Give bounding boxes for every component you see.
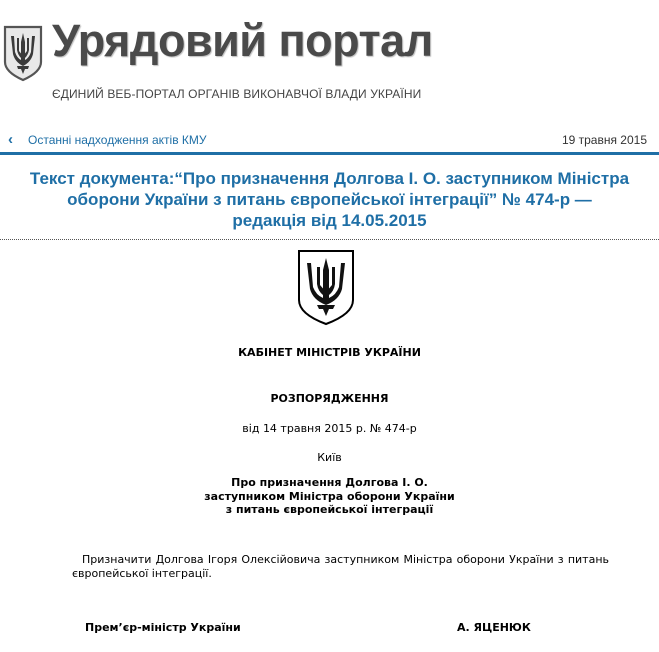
document-body-line: європейської інтеграції.	[72, 567, 212, 580]
document-subject: Про призначення Долгова І. О.	[231, 476, 428, 489]
page-title-line: редакція від 14.05.2015	[232, 211, 427, 230]
document-subject: з питань європейської інтеграції	[225, 503, 434, 516]
page-title-line: Текст документа:“Про призначення Долгова І. О. заступником Міністра	[29, 169, 630, 188]
document-body-line: Призначити Долгова Ігоря Олексійовича заступником Міністра оборони України з питань	[82, 553, 609, 566]
trident-icon[interactable]	[2, 24, 44, 82]
publication-date: 19 травня 2015	[561, 133, 647, 147]
site-title[interactable]: Урядовий портал	[52, 15, 433, 66]
document-subject: заступником Міністра оборони України	[204, 490, 455, 503]
page-title	[0, 168, 659, 231]
document-city: Київ	[317, 451, 342, 464]
page-title-line: оборони України з питань європейської інтеграції” № 474-р —	[67, 190, 592, 209]
signatory-name: А. ЯЦЕНЮК	[457, 621, 531, 634]
coat-of-arms-icon	[295, 248, 357, 326]
site-header	[0, 0, 659, 110]
document-date-number: від 14 травня 2015 р. № 474-р	[242, 422, 417, 435]
divider	[0, 239, 659, 240]
issuer-heading: КАБІНЕТ МІНІСТРІВ УКРАЇНИ	[238, 346, 421, 359]
document-type: РОЗПОРЯДЖЕННЯ	[270, 392, 389, 405]
document-body	[72, 553, 609, 581]
signatory-title: Прем’єр-міністр України	[85, 621, 241, 634]
breadcrumb-bar	[0, 128, 659, 155]
site-subtitle: ЄДИНИЙ ВЕБ-ПОРТАЛ ОРГАНІВ ВИКОНАВЧОЇ ВЛАДИ УКРАЇНИ	[52, 87, 422, 101]
chevron-left-icon[interactable]: ‹	[8, 131, 13, 148]
back-to-latest-acts-link[interactable]: Останні надходження актів КМУ	[28, 133, 207, 147]
